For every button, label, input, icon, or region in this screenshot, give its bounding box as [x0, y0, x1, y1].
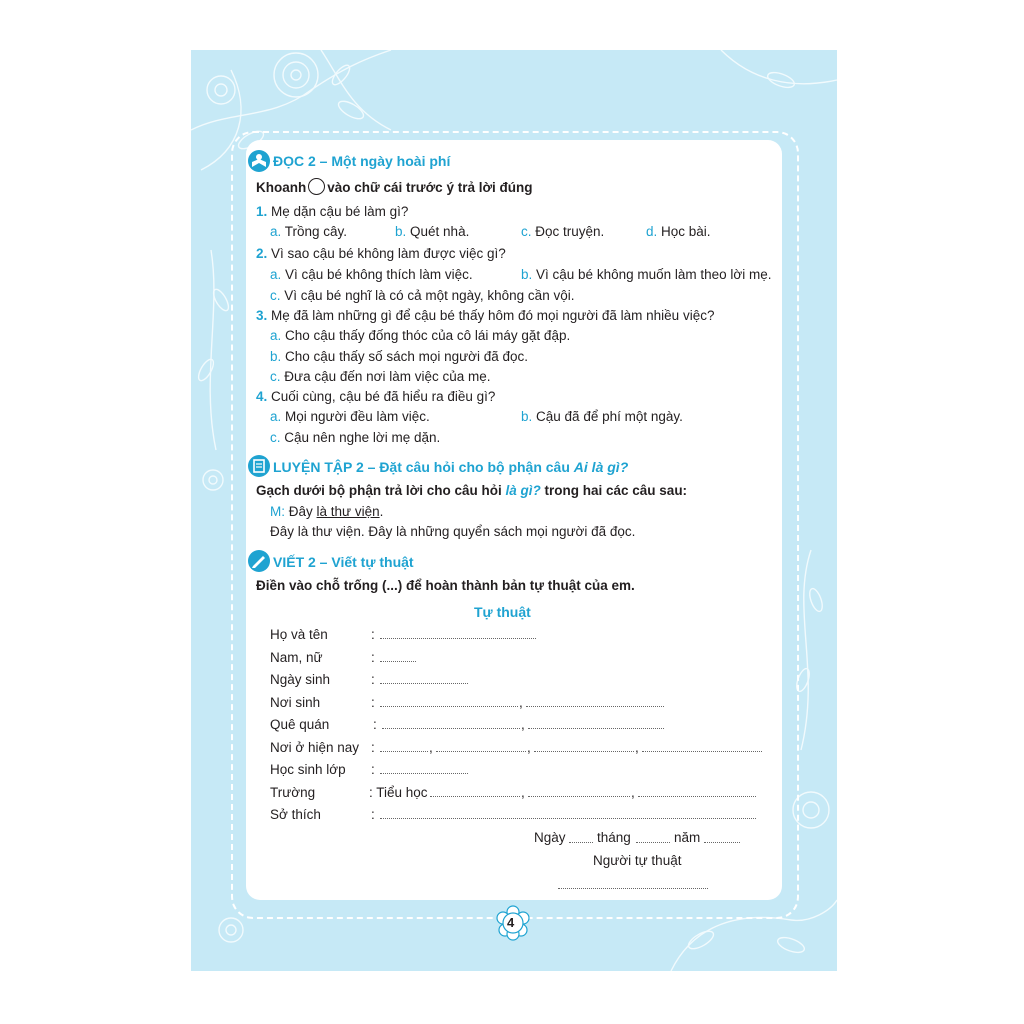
q4-option-b: b. Cậu đã để phí một ngày.	[521, 409, 683, 424]
blank-address-1[interactable]	[380, 751, 428, 752]
page-number: 4	[507, 915, 515, 930]
form-label-school: Trường	[270, 785, 316, 800]
form-colon-hobbies: :	[371, 807, 375, 822]
question-2: 2. Vì sao cậu bé không làm được việc gì?	[256, 246, 506, 261]
q1-option-a: a. Trồng cây.	[270, 224, 348, 239]
form-comma: ,	[631, 785, 635, 800]
blank-class[interactable]	[380, 773, 468, 774]
form-prefix-school: : Tiểu học	[369, 785, 428, 800]
form-comma: ,	[527, 740, 531, 755]
blank-day[interactable]	[569, 842, 593, 843]
blank-address-3[interactable]	[534, 751, 634, 752]
form-comma: ,	[521, 717, 525, 732]
reading-icon	[248, 150, 270, 172]
blank-birthplace-1[interactable]	[380, 706, 518, 707]
instruction-viet: Điền vào chỗ trống (...) để hoàn thành bản tự thuật của em.	[256, 578, 635, 593]
blank-school-3[interactable]	[638, 796, 756, 797]
blank-address-4[interactable]	[642, 751, 762, 752]
q1-option-b: b. Quét nhà.	[395, 224, 470, 239]
blank-birthplace-2[interactable]	[526, 706, 664, 707]
form-comma: ,	[635, 740, 639, 755]
form-label-class: Học sinh lớp	[270, 762, 346, 777]
blank-hometown-2[interactable]	[528, 728, 664, 729]
blank-name[interactable]	[380, 638, 536, 639]
form-colon-birthplace: :	[371, 695, 375, 710]
signer-label: Người tự thuật	[593, 853, 682, 868]
instruction-luyentap: Gạch dưới bộ phận trả lời cho câu hỏi là gì? trong hai các câu sau:	[256, 483, 688, 498]
blank-signature[interactable]	[558, 888, 708, 889]
q1-option-c: c. Đọc truyện.	[521, 224, 605, 239]
blank-month[interactable]	[636, 842, 670, 843]
form-colon-birthdate: :	[371, 672, 375, 687]
instruction-doc: Khoanh vào chữ cái trước ý trả lời đúng	[256, 180, 533, 195]
notebook-icon	[248, 455, 270, 477]
form-label-address: Nơi ở hiện nay	[270, 740, 359, 755]
blank-school-2[interactable]	[528, 796, 630, 797]
question-3: 3. Mẹ đã làm những gì để cậu bé thấy hôm đó mọi người đã làm nhiều việc?	[256, 308, 715, 323]
question-4: 4. Cuối cùng, cậu bé đã hiểu ra điều gì?	[256, 389, 496, 404]
form-comma: ,	[521, 785, 525, 800]
form-colon-gender: :	[371, 650, 375, 665]
q4-option-a: a. Mọi người đều làm việc.	[270, 409, 430, 424]
form-colon-address: :	[371, 740, 375, 755]
form-label-hometown: Quê quán	[270, 717, 330, 732]
section-title-doc: ĐỌC 2 – Một ngày hoài phí	[273, 153, 451, 169]
form-colon-class: :	[371, 762, 375, 777]
blank-year[interactable]	[704, 842, 740, 843]
form-label-gender: Nam, nữ	[270, 650, 323, 665]
blank-gender[interactable]	[380, 661, 416, 662]
form-label-hobbies: Sở thích	[270, 807, 321, 822]
blank-school-1[interactable]	[430, 796, 520, 797]
question-1: 1. Mẹ dặn cậu bé làm gì?	[256, 204, 409, 219]
q3-option-b: b. Cho cậu thấy số sách mọi người đã đọc.	[270, 349, 529, 364]
q2-option-b: b. Vì cậu bé không muốn làm theo lời mẹ.	[521, 267, 772, 282]
section-title-luyentap: LUYỆN TẬP 2 – Đặt câu hỏi cho bộ phận câu Ai là gì?	[273, 459, 629, 475]
form-label-birthdate: Ngày sinh	[270, 672, 331, 687]
form-colon-name: :	[371, 627, 375, 642]
q1-option-d: d. Học bài.	[646, 224, 711, 239]
q2-option-a: a. Vì cậu bé không thích làm việc.	[270, 267, 473, 282]
section-title-viet: VIẾT 2 – Viết tự thuật	[273, 554, 414, 570]
circle-mark	[308, 178, 325, 195]
date-month-label: tháng	[597, 830, 631, 845]
blank-address-2[interactable]	[436, 751, 526, 752]
q3-option-c: c. Đưa cậu đến nơi làm việc của mẹ.	[270, 369, 491, 384]
form-colon-hometown: :	[373, 717, 377, 732]
example-sentence: M: Đây là thư viện.	[270, 504, 384, 519]
pen-icon	[248, 550, 270, 572]
form-label-name: Họ và tên	[270, 627, 328, 642]
blank-hobbies[interactable]	[380, 818, 756, 819]
date-day-label: Ngày	[534, 830, 566, 845]
blank-birthdate[interactable]	[380, 683, 468, 684]
q3-option-a: a. Cho cậu thấy đống thóc của cô lái máy gặt đập.	[270, 328, 571, 343]
form-comma: ,	[519, 695, 523, 710]
form-label-birthplace: Nơi sinh	[270, 695, 321, 710]
blank-hometown-1[interactable]	[382, 728, 520, 729]
form-comma: ,	[429, 740, 433, 755]
form-title: Tự thuật	[474, 604, 531, 620]
date-year-label: năm	[674, 830, 701, 845]
q4-option-c: c. Cậu nên nghe lời mẹ dặn.	[270, 430, 441, 445]
exercise-sentence: Đây là thư viện. Đây là những quyển sách mọi người đã đọc.	[270, 524, 636, 539]
q2-option-c: c. Vì cậu bé nghĩ là có cả một ngày, không cần vội.	[270, 288, 575, 303]
